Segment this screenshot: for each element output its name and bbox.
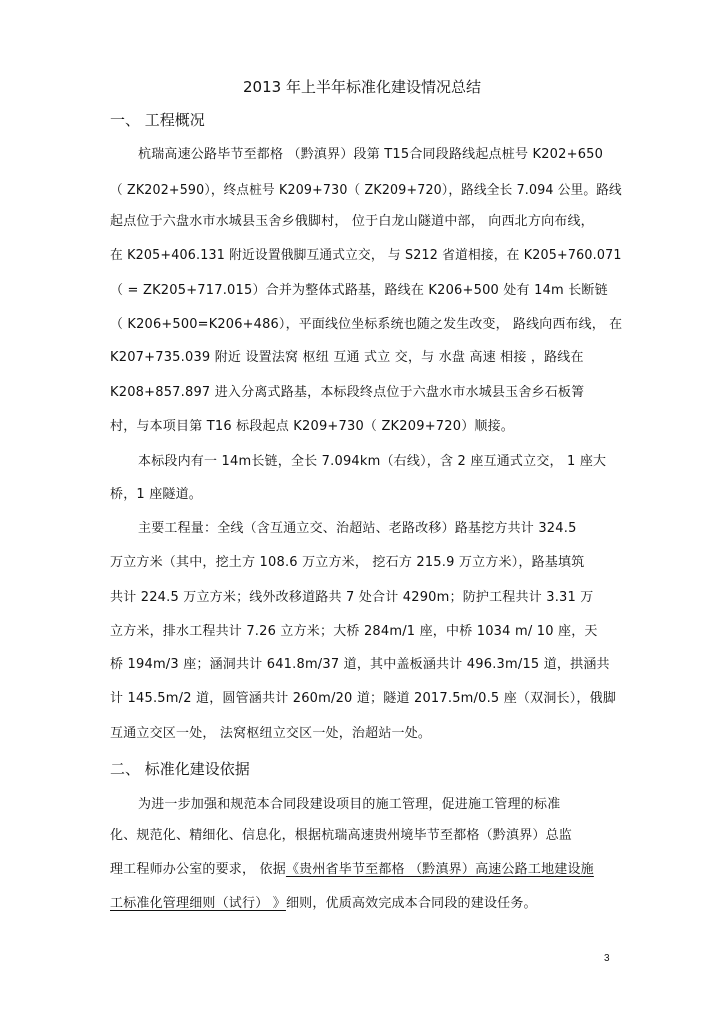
paragraph-line: 立方米，排水工程共计 7.26 立方米；大桥 284m/1 座，中桥 1034 m/ 10 座，天 bbox=[110, 624, 598, 639]
paragraph-line: K208+857.897 进入分离式路基，本标段终点位于六盘水市水城县玉舍乡石板箐 bbox=[110, 385, 585, 400]
paragraph-line: 化、规范化、精细化、信息化，根据杭瑞高速贵州境毕节至都格（黔滇界）总监 bbox=[110, 828, 573, 843]
paragraph-line: 桥 194m/3 座；涵洞共计 641.8m/37 道，其中盖板涵共计 496.3m/15 道，拱涵共 bbox=[110, 657, 610, 672]
paragraph-line: 在 K205+406.131 附近设置俄脚互通式立交， 与 S212 省道相接，在 K205+760.071 bbox=[110, 248, 622, 263]
paragraph-line: 为进一步加强和规范本合同段建设项目的施工管理，促进施工管理的标准 bbox=[138, 797, 561, 812]
paragraph-line bbox=[110, 894, 622, 914]
paragraph-text: 理工程师办公室的要求， 依据 bbox=[110, 862, 286, 877]
paragraph-line: 计 145.5m/2 道，圆管涵共计 260m/20 道；隧道 2017.5m/0.5 座（双洞长），俄脚 bbox=[110, 691, 617, 706]
paragraph-line: K207+735.039 附近 设置法窝 枢纽 互通 式立 交，与 水盘 高速 相接 ，路线在 bbox=[110, 350, 584, 365]
paragraph-line: 桥，1 座隧道。 bbox=[110, 487, 203, 502]
document-reference-text: 工标准化管理细则（试行） 》 bbox=[110, 896, 286, 911]
section-heading-overview: 一、 工程概况 bbox=[110, 111, 205, 129]
paragraph-line: 村，与本项目第 T16 标段起点 K209+730（ ZK209+720）顺接。 bbox=[110, 419, 515, 434]
paragraph-line: 共计 224.5 万立方米；线外改移道路共 7 处合计 4290m；防护工程共计 3.31 万 bbox=[110, 590, 594, 605]
paragraph-line bbox=[110, 860, 622, 880]
section-heading-basis: 二、 标准化建设依据 bbox=[110, 760, 250, 778]
paragraph-line: （ K206+500=K206+486），平面线位坐标系统也随之发生改变， 路线向西布线， 在 bbox=[110, 317, 623, 332]
paragraph-line: 本标段内有一 14m长链，全长 7.094km（右线），含 2 座互通式立交， 1 座大 bbox=[138, 454, 607, 469]
paragraph-line: 杭瑞高速公路毕节至都格 （黔滇界）段第 T15合同段路线起点桩号 K202+650 bbox=[138, 147, 604, 162]
paragraph-line: 万立方米（其中，挖土方 108.6 万立方米， 挖石方 215.9 万立方米），路基填筑 bbox=[110, 555, 585, 570]
paragraph-line: 互通立交区一处， 法窝枢纽立交区一处，治超站一处。 bbox=[110, 726, 432, 741]
page-number: 3 bbox=[604, 953, 610, 964]
paragraph-line: 起点位于六盘水市水城县玉舍乡俄脚村， 位于白龙山隧道中部， 向西北方向布线， bbox=[110, 214, 594, 229]
paragraph-line: （ ZK202+590），终点桩号 K209+730（ ZK209+720），路线全长 7.094 公里。路线 bbox=[110, 183, 622, 198]
paragraph-line: 主要工程量：全线（含互通立交、治超站、老路改移）路基挖方共计 324.5 bbox=[138, 521, 577, 536]
paragraph-text: 细则，优质高效完成本合同段的建设任务。 bbox=[285, 896, 537, 911]
page-title: 2013 年上半年标准化建设情况总结 bbox=[243, 78, 481, 96]
paragraph-line: （ = ZK205+717.015）合并为整体式路基，路线在 K206+500 处有 14m 长断链 bbox=[110, 283, 608, 298]
document-reference-text: 《贵州省毕节至都格 （黔滇界）高速公路工地建设施 bbox=[285, 862, 594, 877]
